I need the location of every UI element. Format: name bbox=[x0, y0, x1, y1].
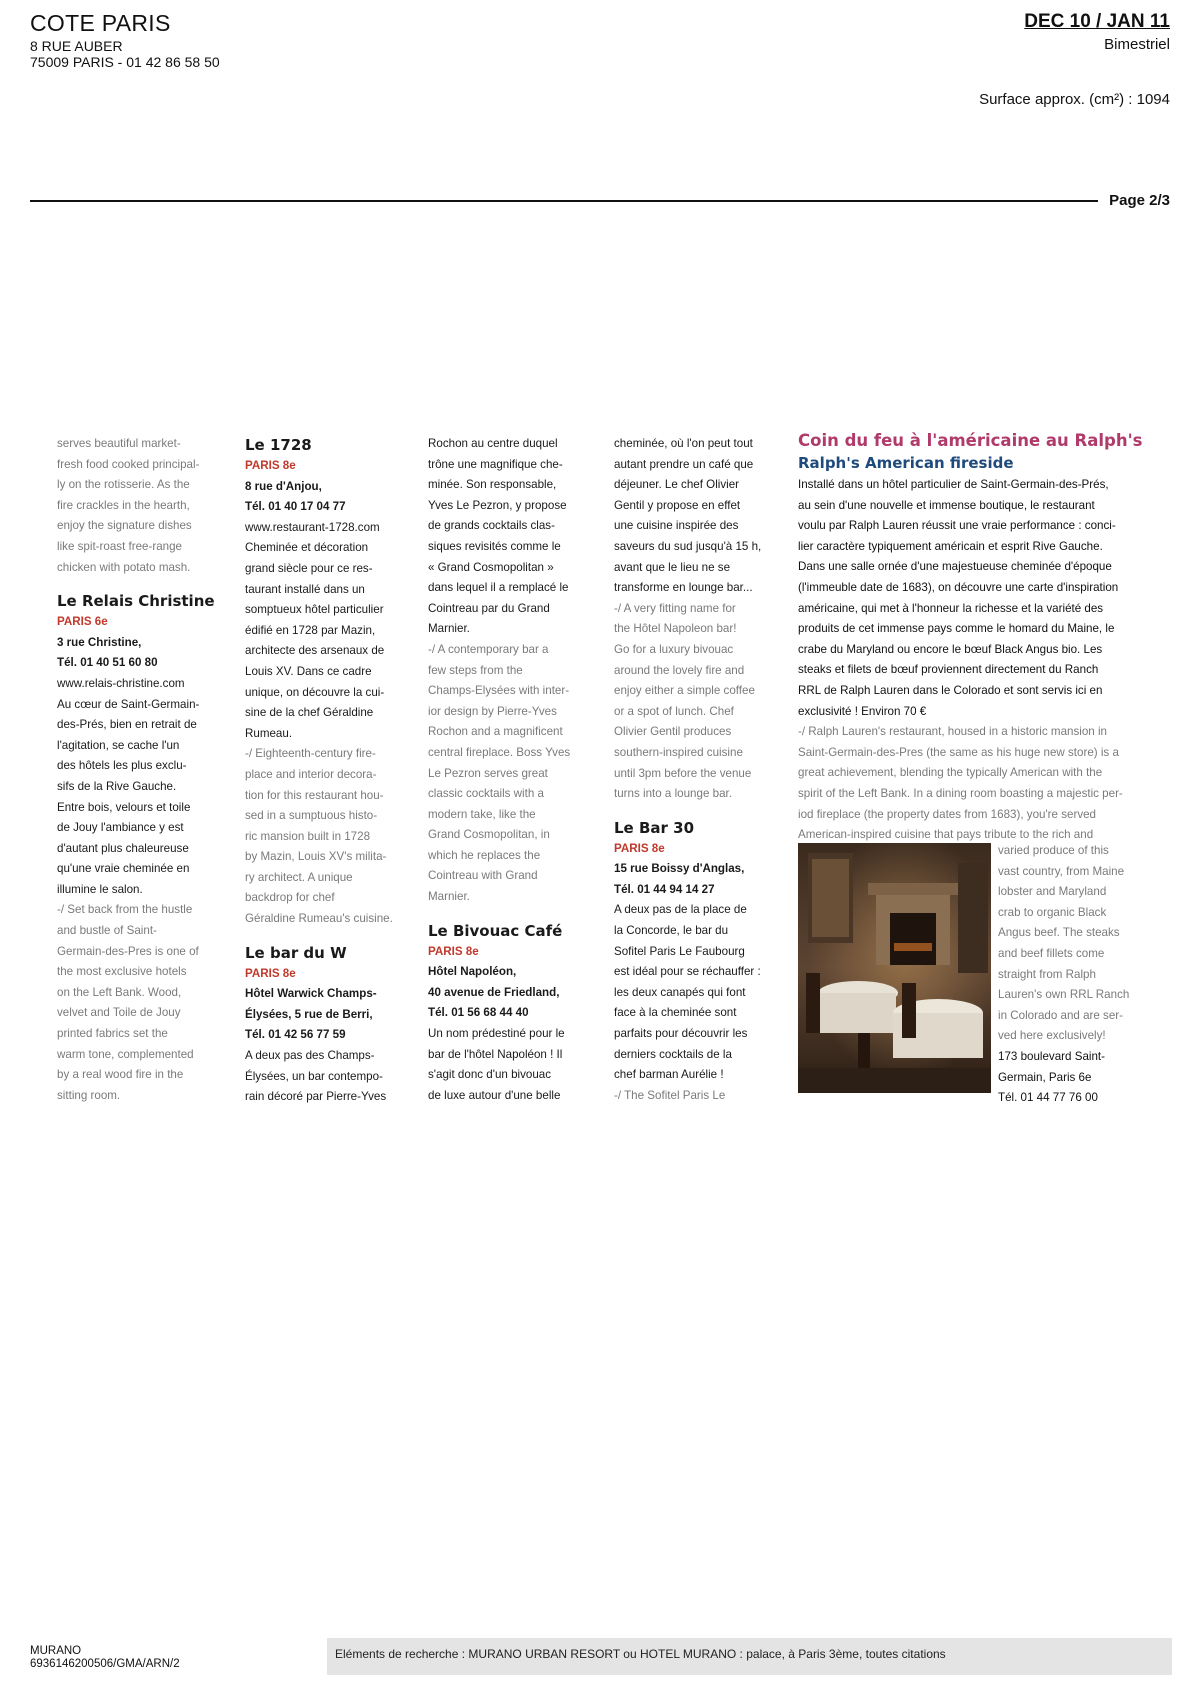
venue-contact: Tél. 01 40 17 04 77 bbox=[245, 500, 346, 514]
english-text-line: which he replaces the bbox=[428, 848, 541, 862]
french-text-line: américaine, qui met à l'honneur la richesse et la variété des bbox=[798, 601, 1104, 615]
french-text-line: illumine le salon. bbox=[57, 882, 143, 896]
article-column-1 bbox=[57, 434, 215, 1106]
french-text-line: sifs de la Rive Gauche. bbox=[57, 779, 177, 793]
venue-contact: Tél. 01 56 68 44 40 bbox=[428, 1006, 529, 1020]
english-text-line: serves beautiful market- bbox=[57, 437, 181, 450]
french-text-line: crabe du Maryland ou encore le bœuf Black Angus bio. Les bbox=[798, 642, 1103, 656]
french-text-line: cheminée, où l'on peut tout bbox=[614, 437, 753, 450]
french-text-line: parfaits pour découvrir les bbox=[614, 1027, 748, 1041]
english-text-line: central fireplace. Boss Yves bbox=[428, 745, 571, 759]
issue-info bbox=[1024, 10, 1170, 56]
french-text-line: autant prendre un café que bbox=[614, 457, 754, 471]
english-text-line: American-inspired cuisine that pays tribute to the rich and bbox=[798, 828, 1094, 842]
french-text-line: rain décoré par Pierre-Yves bbox=[245, 1090, 387, 1104]
french-text-line: de luxe autour d'une belle bbox=[428, 1088, 561, 1102]
french-text-line: de Jouy l'ambiance y est bbox=[57, 821, 184, 835]
french-text-line: architecte des arsenaux de bbox=[245, 644, 385, 658]
french-text-line: est idéal pour se réchauffer : bbox=[614, 965, 761, 979]
english-text-line: Marnier. bbox=[428, 890, 470, 904]
section-gap bbox=[614, 805, 761, 817]
english-text-line: ric mansion built in 1728 bbox=[245, 829, 371, 843]
french-text-line: taurant installé dans un bbox=[245, 582, 365, 596]
feature-article-ralphs bbox=[798, 429, 1148, 1105]
english-text-line: chicken with potato mash. bbox=[57, 560, 191, 574]
english-text-line: Germain-des-Pres is one of bbox=[57, 944, 199, 958]
french-text-line: l'agitation, se cache l'un bbox=[57, 738, 180, 752]
english-text-line: fire crackles in the hearth, bbox=[57, 498, 190, 512]
french-text-line: face à la cheminée sont bbox=[614, 1006, 737, 1020]
feature-subtitle: Ralph's American fireside bbox=[798, 454, 1014, 472]
venue-district: PARIS 8e bbox=[245, 966, 296, 980]
english-text-line: sitting room. bbox=[57, 1088, 121, 1102]
english-text-line: -/ The Sofitel Paris Le bbox=[614, 1088, 726, 1102]
french-text-line: grand siècle pour ce res- bbox=[245, 561, 373, 575]
french-text-line: Installé dans un hôtel particulier de Saint-Germain-des-Prés, bbox=[798, 478, 1109, 491]
french-text-line: des-Prés, bien en retrait de bbox=[57, 718, 197, 732]
english-text-line: Cointreau with Grand bbox=[428, 869, 538, 883]
english-text-line: fresh food cooked principal- bbox=[57, 457, 200, 471]
english-text-line: by a real wood fire in the bbox=[57, 1068, 184, 1082]
french-text-line: Louis XV. Dans ce cadre bbox=[245, 664, 372, 678]
english-text-line: place and interior decora- bbox=[245, 767, 377, 781]
french-text-line: derniers cocktails de la bbox=[614, 1047, 732, 1061]
venue-contact: 3 rue Christine, bbox=[57, 635, 142, 649]
french-text-line: sine de la chef Géraldine bbox=[245, 706, 374, 720]
english-text-line: warm tone, complemented bbox=[57, 1047, 194, 1061]
french-text-line: somptueux hôtel particulier bbox=[245, 603, 384, 617]
restaurant-interior-image bbox=[798, 843, 991, 1093]
venue-contact: 8 rue d'Anjou, bbox=[245, 479, 322, 493]
english-text-line: few steps from the bbox=[428, 663, 523, 677]
french-text-line: Cointreau par du Grand bbox=[428, 601, 550, 615]
english-text-line: varied produce of this bbox=[998, 844, 1109, 857]
english-text-line: until 3pm before the venue bbox=[614, 766, 752, 780]
english-text-line: iod fireplace (the property dates from 1683), you're served bbox=[798, 807, 1097, 821]
section-gap bbox=[428, 908, 570, 920]
french-text-line: unique, on découvre la cui- bbox=[245, 685, 385, 699]
english-text-line: ry architect. A unique bbox=[245, 870, 353, 884]
english-text-line: the Hôtel Napoleon bar! bbox=[614, 622, 737, 636]
venue-district: PARIS 6e bbox=[57, 615, 108, 629]
french-text-line: Cheminée et décoration bbox=[245, 541, 369, 555]
english-text-line: or a spot of lunch. Chef bbox=[614, 704, 734, 718]
french-text-line: Marnier. bbox=[428, 622, 470, 636]
english-text-line: Olivier Gentil produces bbox=[614, 725, 732, 739]
english-text-line: like spit-roast free-range bbox=[57, 539, 183, 553]
venue-district: PARIS 8e bbox=[428, 944, 479, 958]
english-text-line: Go for a luxury bivouac bbox=[614, 642, 734, 656]
search-elements-bar bbox=[327, 1638, 1172, 1675]
english-text-line: enjoy the signature dishes bbox=[57, 519, 192, 533]
french-text-line: avant que le lieu ne se bbox=[614, 560, 731, 574]
french-text-line: exclusivité ! Environ 70 € bbox=[798, 704, 927, 718]
venue-contact: Tél. 01 40 51 60 80 bbox=[57, 656, 158, 670]
publication-address-city: 75009 PARIS - 01 42 86 58 50 bbox=[30, 54, 220, 70]
french-text-line: Dans une salle ornée d'une majestueuse cheminée d'époque bbox=[798, 560, 1112, 574]
issue-frequency: Bimestriel bbox=[1104, 36, 1170, 53]
english-text-line: spirit of the Left Bank. In a dining room boasting a majestic per- bbox=[798, 786, 1123, 800]
english-text-line: modern take, like the bbox=[428, 807, 536, 821]
venue-heading: Le Bar 30 bbox=[614, 818, 695, 837]
french-text-line: Gentil y propose en effet bbox=[614, 498, 741, 512]
english-text-line: by Mazin, Louis XV's milita- bbox=[245, 850, 387, 864]
venue-heading: Le bar du W bbox=[245, 943, 347, 962]
header-divider bbox=[30, 200, 1098, 202]
french-text-line: 173 boulevard Saint- bbox=[998, 1049, 1105, 1063]
restaurant-photo bbox=[798, 843, 991, 1093]
client-reference bbox=[30, 1645, 180, 1671]
french-text-line: Sofitel Paris Le Faubourg bbox=[614, 944, 745, 958]
english-text-line: -/ Ralph Lauren's restaurant, housed in a historic mansion in bbox=[798, 725, 1107, 739]
section-gap bbox=[245, 930, 393, 942]
venue-contact: 15 rue Boissy d'Anglas, bbox=[614, 862, 745, 876]
venue-district: PARIS 8e bbox=[245, 459, 296, 472]
venue-heading: Le Bivouac Café bbox=[428, 921, 563, 940]
venue-district: PARIS 8e bbox=[614, 841, 665, 855]
french-text-line: chef barman Aurélie ! bbox=[614, 1068, 724, 1082]
french-text-line: siques revisités comme le bbox=[428, 539, 561, 553]
english-text-line: on the Left Bank. Wood, bbox=[57, 985, 182, 999]
french-text-line: édifié en 1728 par Mazin, bbox=[245, 623, 376, 637]
english-text-line: Saint-Germain-des-Pres (the same as his huge new store) is a bbox=[798, 745, 1119, 759]
french-text-line: la Concorde, le bar du bbox=[614, 924, 729, 938]
section-gap bbox=[57, 578, 215, 590]
english-text-line: -/ A very fitting name for bbox=[614, 601, 736, 615]
surface-area: Surface approx. (cm²) : 1094 bbox=[979, 91, 1170, 108]
english-text-line: Grand Cosmopolitan, in bbox=[428, 828, 550, 842]
english-text-line: vast country, from Maine bbox=[998, 864, 1125, 878]
french-text-line: transforme en lounge bar... bbox=[614, 581, 753, 595]
english-text-line: -/ Eighteenth-century fire- bbox=[245, 747, 376, 761]
french-text-line: Rumeau. bbox=[245, 726, 293, 740]
venue-heading: Le 1728 bbox=[245, 436, 312, 454]
english-text-line: ved here exclusively! bbox=[998, 1029, 1106, 1043]
french-text-line: RRL de Ralph Lauren dans le Colorado et sont servis ici en bbox=[798, 683, 1103, 697]
venue-contact: Tél. 01 42 56 77 59 bbox=[245, 1028, 346, 1042]
feature-side-text bbox=[998, 841, 1129, 1109]
english-text-line: tion for this restaurant hou- bbox=[245, 788, 384, 802]
english-text-line: great achievement, blending the typically American with the bbox=[798, 766, 1103, 780]
english-text-line: lobster and Maryland bbox=[998, 885, 1107, 899]
english-text-line: ior design by Pierre-Yves bbox=[428, 704, 557, 718]
french-text-line: les deux canapés qui font bbox=[614, 985, 746, 999]
venue-heading: Le Relais Christine bbox=[57, 592, 215, 611]
french-text-line: qu'une vraie cheminée en bbox=[57, 862, 190, 876]
venue-contact: Hôtel Warwick Champs- bbox=[245, 987, 377, 1001]
english-text-line: in Colorado and are ser- bbox=[998, 1008, 1124, 1022]
feature-body bbox=[798, 475, 1148, 846]
french-text-line: Un nom prédestiné pour le bbox=[428, 1027, 565, 1041]
feature-title: Coin du feu à l'américaine au Ralph's bbox=[798, 431, 1143, 450]
french-text-line: au sein d'une nouvelle et immense boutique, le restaurant bbox=[798, 498, 1095, 512]
french-text-line: une cuisine inspirée des bbox=[614, 519, 739, 533]
french-text-line: (l'immeuble date de 1683), on découvre une carte d'inspiration bbox=[798, 580, 1119, 594]
french-text-line: voulu par Ralph Lauren réussit une vraie performance : conci- bbox=[798, 519, 1116, 533]
publication-address-street: 8 RUE AUBER bbox=[30, 38, 123, 54]
french-text-line: www.restaurant-1728.com bbox=[245, 520, 380, 534]
venue-contact: Tél. 01 44 94 14 27 bbox=[614, 882, 715, 896]
french-text-line: s'agit donc d'un bivouac bbox=[428, 1068, 552, 1082]
french-text-line: A deux pas de la place de bbox=[614, 903, 747, 917]
english-text-line: velvet and Toile de Jouy bbox=[57, 1006, 181, 1020]
page-number: Page 2/3 bbox=[1103, 192, 1170, 209]
english-text-line: Rochon and a magnificent bbox=[428, 725, 563, 739]
french-text-line: produits de cet immense pays comme le homard du Maine, le bbox=[798, 622, 1115, 636]
issue-date: DEC 10 / JAN 11 bbox=[1024, 11, 1170, 32]
english-text-line: backdrop for chef bbox=[245, 891, 335, 905]
english-text-line: crab to organic Black bbox=[998, 905, 1107, 919]
french-text-line: des hôtels les plus exclu- bbox=[57, 759, 187, 773]
french-text-line: Rochon au centre duquel bbox=[428, 437, 558, 450]
french-text-line: déjeuner. Le chef Olivier bbox=[614, 478, 740, 492]
venue-contact: 40 avenue de Friedland, bbox=[428, 985, 560, 999]
french-text-line: bar de l'hôtel Napoléon ! Il bbox=[428, 1047, 563, 1061]
english-text-line: ly on the rotisserie. As the bbox=[57, 478, 190, 492]
french-text-line: de grands cocktails clas- bbox=[428, 519, 555, 533]
french-text-line: Au cœur de Saint-Germain- bbox=[57, 697, 200, 711]
english-text-line: sed in a sumptuous histo- bbox=[245, 809, 378, 823]
english-text-line: -/ Set back from the hustle bbox=[57, 903, 193, 917]
article-column-3 bbox=[428, 434, 570, 1106]
english-text-line: and bustle of Saint- bbox=[57, 924, 157, 938]
french-text-line: www.relais-christine.com bbox=[57, 676, 185, 690]
english-text-line: enjoy either a simple coffee bbox=[614, 684, 755, 698]
french-text-line: minée. Son responsable, bbox=[428, 478, 557, 492]
english-text-line: printed fabrics set the bbox=[57, 1027, 168, 1041]
french-text-line: Élysées, un bar contempo- bbox=[245, 1069, 383, 1083]
french-text-line: Germain, Paris 6e bbox=[998, 1070, 1092, 1084]
venue-contact: Hôtel Napoléon, bbox=[428, 965, 517, 979]
english-text-line: -/ A contemporary bar a bbox=[428, 642, 549, 656]
english-text-line: Géraldine Rumeau's cuisine. bbox=[245, 912, 393, 926]
english-text-line: around the lovely fire and bbox=[614, 663, 745, 677]
french-text-line: « Grand Cosmopolitan » bbox=[428, 560, 554, 574]
article-column-2 bbox=[245, 434, 393, 1108]
client-name: MURANO bbox=[30, 1645, 82, 1657]
publication-header bbox=[30, 8, 220, 70]
french-text-line: d'autant plus chaleureuse bbox=[57, 841, 189, 855]
publication-name: COTE PARIS bbox=[30, 10, 171, 36]
french-text-line: trône une magnifique che- bbox=[428, 457, 563, 471]
french-text-line: saveurs du sud jusqu'à 15 h, bbox=[614, 539, 762, 553]
english-text-line: southern-inspired cuisine bbox=[614, 745, 743, 759]
french-text-line: Entre bois, velours et toile bbox=[57, 800, 191, 814]
french-text-line: dans lequel il a remplacé le bbox=[428, 581, 569, 595]
french-text-line: steaks et filets de bœuf proviennent directement du Ranch bbox=[798, 663, 1099, 677]
english-text-line: Lauren's own RRL Ranch bbox=[998, 988, 1130, 1002]
french-text-line: lier caractère typiquement américain et esprit Rive Gauche. bbox=[798, 539, 1103, 553]
client-code: 6936146200506/GMA/ARN/2 bbox=[30, 1658, 180, 1670]
french-text-line: A deux pas des Champs- bbox=[245, 1049, 375, 1063]
english-text-line: turns into a lounge bar. bbox=[614, 787, 732, 801]
search-elements-text: Eléments de recherche : MURANO URBAN RESORT ou HOTEL MURANO : palace, à Paris 3ème, toutes citations bbox=[335, 1647, 946, 1661]
french-text-line: Tél. 01 44 77 76 00 bbox=[998, 1091, 1098, 1105]
venue-contact: Élysées, 5 rue de Berri, bbox=[245, 1007, 373, 1021]
french-text-line: Yves Le Pezron, y propose bbox=[428, 498, 567, 512]
english-text-line: Champs-Elysées with inter- bbox=[428, 684, 570, 698]
english-text-line: the most exclusive hotels bbox=[57, 965, 187, 979]
english-text-line: classic cocktails with a bbox=[428, 787, 544, 801]
english-text-line: and beef fillets come bbox=[998, 946, 1105, 960]
english-text-line: straight from Ralph bbox=[998, 967, 1096, 981]
article-column-4 bbox=[614, 434, 761, 1106]
english-text-line: Le Pezron serves great bbox=[428, 766, 548, 780]
english-text-line: Angus beef. The steaks bbox=[998, 926, 1120, 940]
